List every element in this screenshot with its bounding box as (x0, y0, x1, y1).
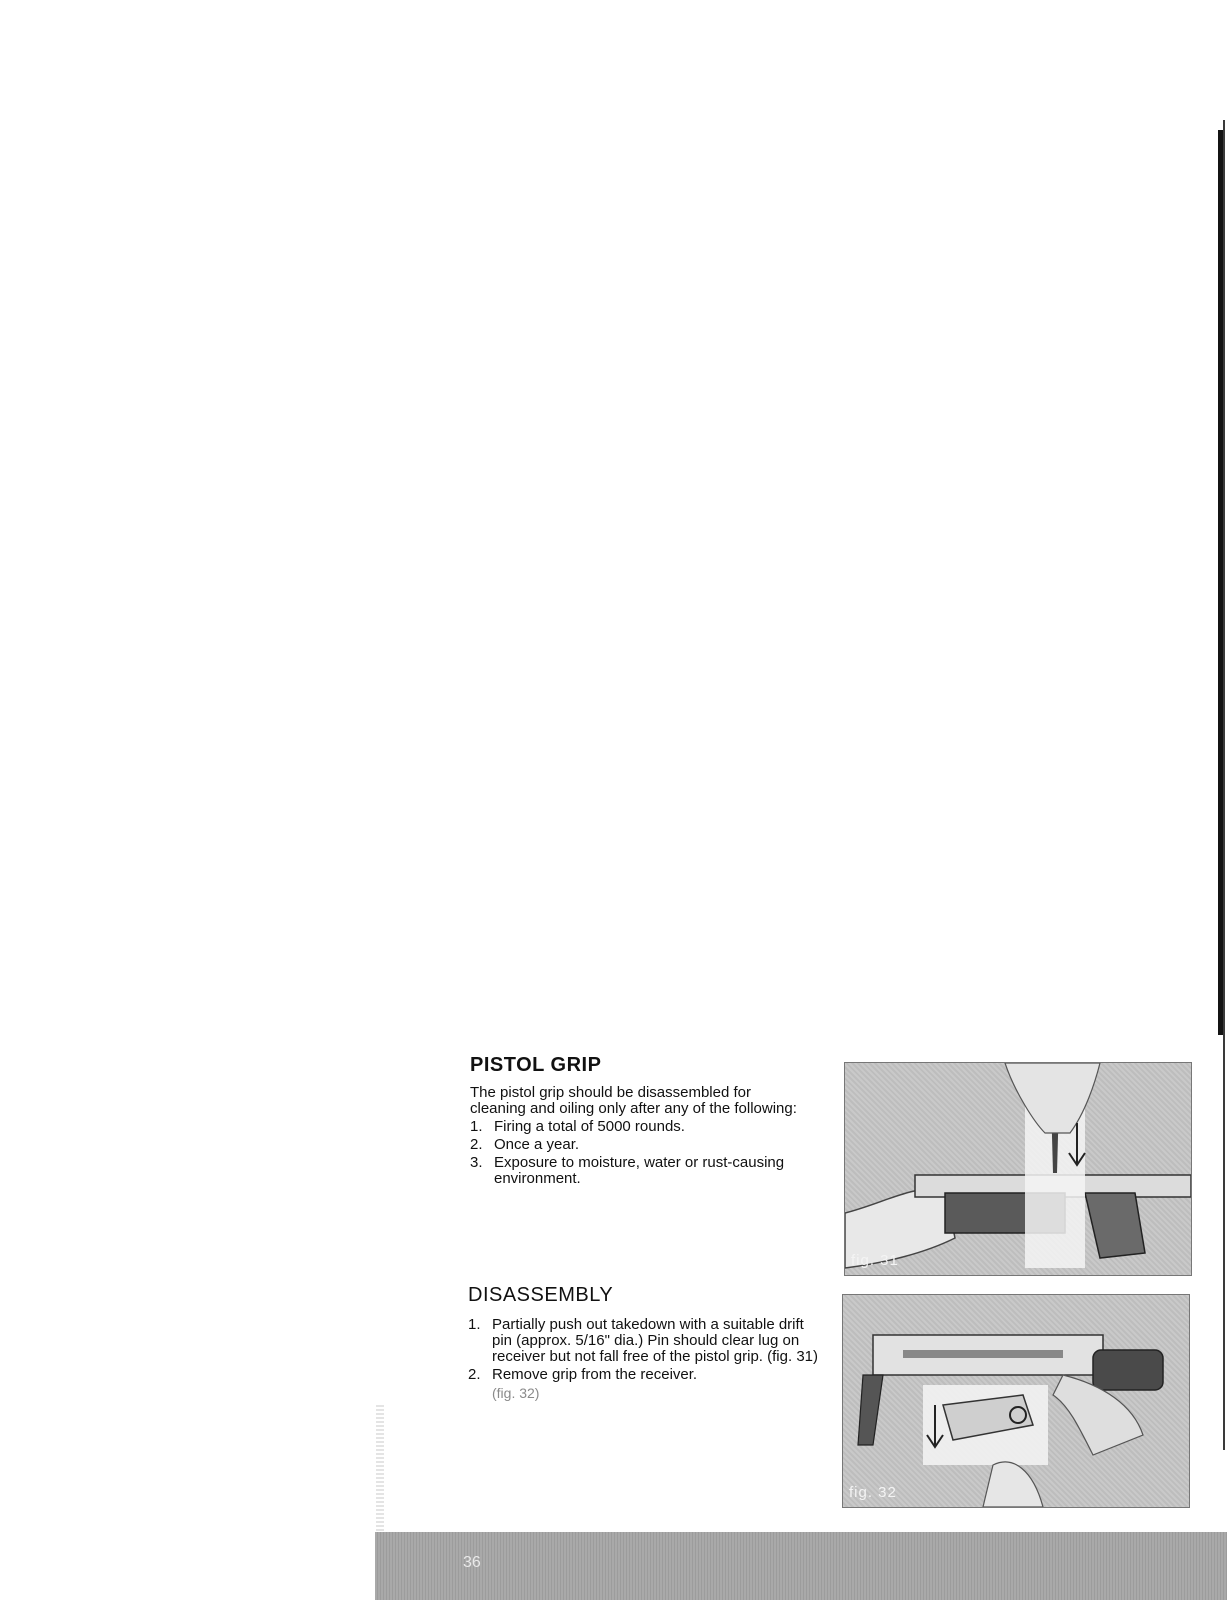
figure-32 (842, 1294, 1190, 1508)
pistol-grip-heading: PISTOL GRIP (470, 1054, 602, 1076)
list-item-text: Once a year. (494, 1136, 580, 1153)
list-item (468, 1155, 818, 1187)
fig-32-label: fig. 32 (849, 1484, 897, 1501)
disassembly-heading: DISASSEMBLY (468, 1284, 614, 1306)
list-item-number: 3. (470, 1154, 483, 1171)
list-item-text: Firing a total of 5000 rounds. (494, 1118, 685, 1135)
fig-31-label: fig. 31 (851, 1252, 899, 1269)
pistol-grip-conditions-list (468, 1119, 818, 1187)
disassembly-steps-list (466, 1317, 826, 1383)
scan-edge-line (1223, 120, 1225, 1450)
list-item-number: 1. (470, 1118, 483, 1135)
list-item-text: Exposure to moisture, water or rust-causing environment. (494, 1154, 785, 1187)
list-item-number: 2. (470, 1136, 483, 1153)
list-item (468, 1137, 818, 1153)
pistol-grip-intro: The pistol grip should be disassembled for cleaning and oiling only after any of the following: (470, 1084, 797, 1117)
page-number: 36 (463, 1554, 481, 1571)
list-item-text: Remove grip from the receiver. (492, 1366, 698, 1383)
fig-32-reference: (fig. 32) (492, 1385, 540, 1401)
list-item (468, 1119, 818, 1135)
figure-31 (844, 1062, 1192, 1276)
page-footer-bar (375, 1532, 1227, 1600)
disassembly-section (466, 1284, 826, 1401)
drift-pin-illustration (845, 1063, 1191, 1275)
list-item-text: Partially push out takedown with a suitable drift pin (approx. 5/16" dia.) Pin should clear lug on receiver but not fall free of the pistol grip. (fig. 31) (492, 1316, 818, 1365)
list-item (466, 1317, 826, 1365)
scan-speckle (376, 1405, 384, 1535)
pistol-grip-section (468, 1054, 818, 1189)
list-item-number: 2. (468, 1366, 481, 1383)
list-item (466, 1367, 826, 1383)
list-item-number: 1. (468, 1316, 481, 1333)
grip-removal-illustration (843, 1295, 1189, 1507)
